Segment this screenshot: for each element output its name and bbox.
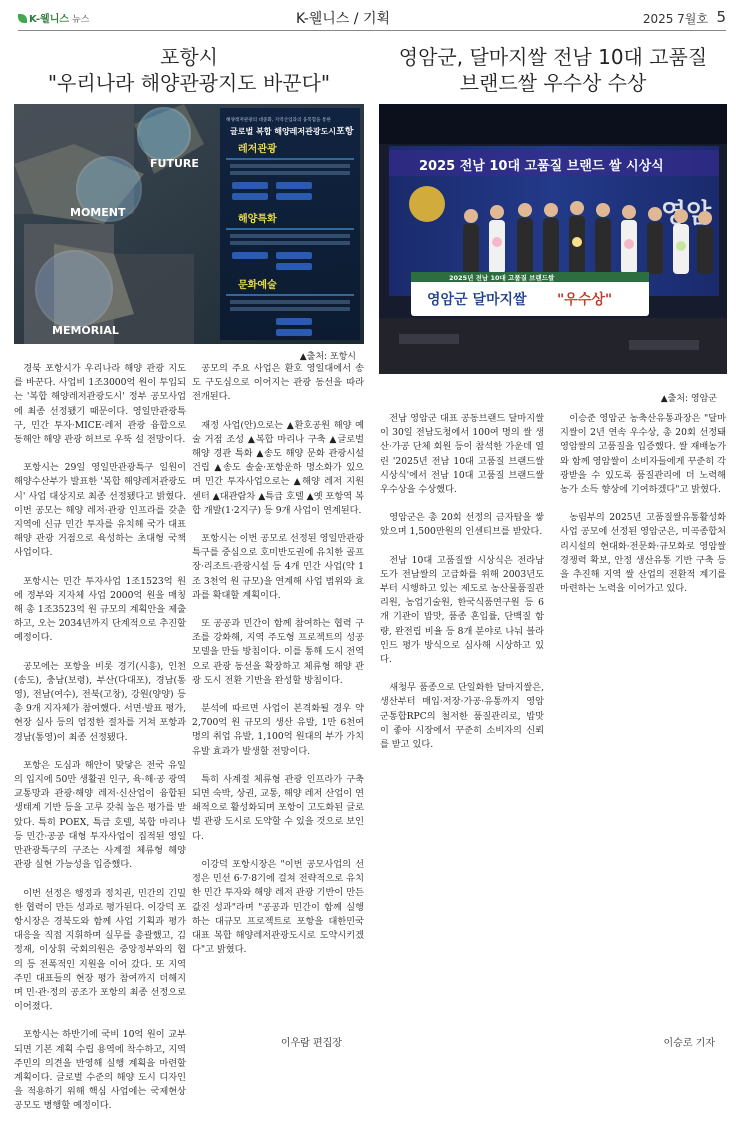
article1-paragraph: 포항시는 29일 영일만관광특구 일원이 해양수산부가 발표한 '복합 해양레저관광도시' 사업 대상지로 최종 선정됐다고 밝혔다. 이번 공모는 해양 레저·관광 인프라를 갖춘 지역에 신규 민간 투자를 유치해 국가 대표 해양 관광 거점으로 육성하는 초대형 국책 사업이다. bbox=[14, 462, 186, 559]
article1-paragraph: 재정 사업(안)으로는 ▲환호공원 해양 예술 거점 조성 ▲복합 마리나 구축 ▲글로벌 해양 경관 특화 ▲송도 해양 문화 관광시설 건립 ▲송도 솔숲·포항운하 명소화가 있으며 민간 투자사업으로는 ▲해양 레저 지원 센터 ▲대관람차 ▲특급 호텔 ▲옛 포항역 복합 개발(1·2지구) 등 9개 사업이 연계된다. bbox=[192, 419, 364, 516]
panel-title: 글로벌 복합 해양레저관광도시 bbox=[230, 127, 337, 136]
article2-column-1 bbox=[380, 412, 544, 766]
future-label: FUTURE bbox=[150, 157, 199, 170]
header-divider bbox=[18, 30, 726, 31]
page-header bbox=[18, 8, 726, 30]
article2-column-2 bbox=[560, 412, 726, 610]
article1-paragraph: 공모의 주요 사업은 환호 영일대에서 송도 구도심으로 이어지는 관광 동선을 따라 전개된다. bbox=[192, 363, 364, 403]
article1-paragraph: 공모에는 포항을 비롯 경기(시흥), 인천(송도), 충남(보령), 부산(다대포), 경남(통영), 전남(여수), 전북(고창), 강원(양양) 등 총 9개 지자체가 참여했다. 서면·발표 평가, 현장 실사 등의 엄정한 절차를 거쳐 포항과 경남(통영)이 최종 선정됐다. bbox=[14, 660, 186, 743]
article2-paragraph: 영암군은 총 20회 선정의 금자탑을 쌓았으며 1,500만원의 인센티브를 받았다. bbox=[380, 512, 544, 538]
article2-byline: 이승로 기자 bbox=[663, 1038, 715, 1049]
ceremony-banner: 2025 전남 10대 고품질 브랜드 쌀 시상식 bbox=[419, 159, 664, 174]
article1-paragraph: 경북 포항시가 우리나라 해양 관광 지도를 바꾼다. 사업비 1조3000억 원이 투입되는 '복합 해양레저관광도시' 정부 공모사업에 최종 선정됐기 때문이다. 영일만관광특구, 민간 투자·MICE·레저 관광 융합으로 동해안 해양 관광 허브로 우뚝 설 전망이다. bbox=[14, 363, 186, 446]
article2-paragraph: 전남 영암군 대표 공동브랜드 달마지쌀이 30일 전남도청에서 100여 명의 쌀 생산·가공 단체 회원 등이 참석한 가운데 열린 '2025년 전남 10대 고품질 브랜드쌀 시상식'에서 전남 10대 고품질 브랜드쌀 우수상을 수상했다. bbox=[380, 413, 544, 496]
logo-text: K-웰니스 bbox=[29, 14, 70, 25]
panel-city: 포항 bbox=[336, 127, 354, 137]
issue-label: 2025 7월호 bbox=[642, 12, 708, 26]
board-award-text: "우수상" bbox=[557, 292, 613, 308]
article2-title bbox=[378, 44, 728, 96]
article2-photo-credit: ▲출처: 영암군 bbox=[660, 394, 717, 404]
article1-paragraph: 분석에 따르면 사업이 본격화될 경우 약 2,700억 원 규모의 생산 유발, 1만 6천여 명의 취업 유발, 1,100억 원대의 부가 가치 유발 효과가 발생할 전망이다. bbox=[192, 703, 364, 757]
article1-column-1 bbox=[14, 362, 186, 1128]
article1-paragraph: 포항시는 하반기에 국비 10억 원이 교부되면 기본 계획 수립 용역에 착수하고, 지역 주민의 의견을 반영해 실행 계획을 마련할 계획이다. 글로벌 수준의 해양 도시 디자인을 적용하기 위해 핵심 사업에는 국제현상공모도 병행할 예정이다. bbox=[14, 1029, 186, 1112]
article1-column-2 bbox=[192, 362, 364, 971]
section-label: K-웰니스 / 기획 bbox=[296, 11, 390, 27]
article2-paragraph: 새청무 품종으로 단일화한 달마지쌀은, 생산부터 매입·저장·가공·유통까지 영암군통합RPC의 철저한 품질관리로, 밥맛이 좋아 시장에서 꾸준히 소비자의 신뢰를 받고 있다. bbox=[380, 682, 544, 751]
article1-paragraph: 이강덕 포항시장은 "이번 공모사업의 선정은 민선 6·7·8기에 걸쳐 전략적으로 유치한 민간 투자와 해양 레저 관광 기반이 만든 값진 성과"라며 "공공과 민간이 함께 실행하는 대규모 프로젝트로 포항을 대한민국 대표 복합 해양레저관광도시로 도약시키겠다"고 밝혔다. bbox=[192, 858, 364, 956]
article1-paragraph: 포항시는 이번 공모로 선정된 영일만관광특구를 중심으로 호미반도권에 유치한 골프장·리조트·관광시설 등 4개 민간 사업(약 1조 3천억 원 규모)을 연계해 사업 범위와 효과를 확대할 계획이다. bbox=[192, 533, 364, 601]
article1-photo-credit: ▲출처: 포항시 bbox=[299, 352, 356, 362]
article1-byline: 이우람 편집장 bbox=[280, 1038, 342, 1049]
article2-paragraph: 이승준 영암군 농축산유통과장은 "달마지쌀이 2년 연속 우수상, 총 20회 선정돼 영암쌀의 고품질을 입증했다. 쌀 재배농가와 함께 영암쌀이 소비자들에게 꾸준히 각광받을 수 있도록 품질관리에 더 노력해 농가 소득 향상에 기여하겠다"고 밝혔다. bbox=[560, 413, 726, 496]
article1-paragraph: 이번 선정은 행정과 정치권, 민간의 긴밀한 협력이 만든 성과로 평가된다. 이강덕 포항시장은 경북도와 함께 사업 기획과 평가 대응을 직접 지휘하며 실무를 총괄했고, 김정재, 이상휘 국회의원은 중앙정부와의 협의 등 전폭적인 지원을 이어 갔다. 또 지역 주민 대표들의 현장 평가 참여까지 더해지며 민·관·정의 공조가 포항의 최종 선정으로 이어졌다. bbox=[14, 887, 186, 1013]
article1-paragraph: 포항시는 민간 투자사업 1조1523억 원에 정부와 지자체 사업 2000억 원을 매칭해 총 1조3523억 원 규모의 계획안을 제출하고, 오는 2034년까지 단계적으로 추진할 예정이다. bbox=[14, 575, 186, 644]
article1-paragraph: 특히 사계절 체류형 관광 인프라가 구축되면 숙박, 상권, 교통, 해양 레저 산업이 연쇄적으로 활성화되며 포항이 고도화된 글로벌 관광 도시로 도약할 수 있을 것으로 보인다. bbox=[192, 773, 364, 842]
article2-title-line2: 브랜드쌀 우수상 수상 bbox=[459, 71, 647, 95]
article2-title-line1: 영암군, 달마지쌀 전남 10대 고품질 bbox=[398, 45, 708, 69]
article2-paragraph: 농림부의 2025년 고품질쌀유통활성화사업 공모에 선정된 영암군은, 미곡종합처리시설의 현대화·전문화·규모화로 영암쌀 경쟁력 확보, 안정 생산유통 기반 구축 등을 추진해 지역 쌀 산업의 전환적 계기를 마련하는 노력을 이어가고 있다. bbox=[560, 512, 726, 595]
article1-paragraph: 포항은 도심과 해안이 맞닿은 전국 유일의 입지에 50만 생활권 인구, 육·해·공 광역 교통망과 관광·해양 레저·신산업이 융합된 생태계 기반 등을 고루 갖춰 높은 평가를 받았다. 특히 POEX, 특급 호텔, 복합 마리나 등 민간·공공 대형 투자사업이 집적된 영일만관광특구의 구조는 사계절 체류형 해양 관광 실현 가능성을 입증했다. bbox=[14, 759, 186, 871]
board-small-text: 2025년 전남 10대 고품질 브랜드쌀 bbox=[449, 274, 555, 282]
moment-label: MOMENT bbox=[70, 206, 126, 219]
article1-title-line2: "우리나라 해양관광지도 바꾼다" bbox=[47, 71, 331, 95]
leaf-icon bbox=[18, 14, 27, 23]
article1-paragraph: 또 공공과 민간이 함께 참여하는 협력 구조를 강화해, 지역 주도형 프로젝트의 성공 모델을 만들 방침이다. 이를 통해 도시 전역으로 관광 동선을 확장하고 체류형 해양 관광 도시 전환 기반을 완성할 방침이다. bbox=[192, 618, 364, 686]
panel-topic-leisure: 레저관광 bbox=[238, 144, 277, 155]
panel-topic-culture: 문화예술 bbox=[238, 280, 277, 291]
page-number: 5 bbox=[716, 8, 726, 26]
award-ceremony-photo bbox=[379, 104, 727, 374]
article1-photo bbox=[14, 104, 364, 344]
article2-photo bbox=[379, 104, 727, 374]
article1-title-line1: 포항시 bbox=[160, 45, 218, 69]
memorial-label: MEMORIAL bbox=[52, 324, 119, 337]
article2-paragraph: 전남 10대 고품질쌀 시상식은 전라남도가 전남쌀의 고급화를 위해 2003년도부터 시행하고 있는 제도로 농산물품질관리원, 농업기술원, 한국식품연구원 등 6개 기관이 밥맛, 품종 혼입률, 단백질 함량, 완전립 비율 등 8개 분야로 나눠 블라인드 평가 방식으로 심사해 시상하고 있다. bbox=[380, 554, 544, 666]
article1-title bbox=[14, 44, 364, 96]
site-logo[interactable] bbox=[18, 10, 89, 25]
pohang-aerial-map bbox=[14, 104, 364, 344]
panel-topic-marine: 해양특화 bbox=[238, 214, 277, 225]
panel-small-title: 해양레저관광의 대중화, 지역산업과의 융복합을 통한 bbox=[226, 118, 331, 123]
logo-subtext: 뉴스 bbox=[72, 15, 90, 25]
board-main-text: 영암군 달마지쌀 bbox=[427, 292, 527, 308]
